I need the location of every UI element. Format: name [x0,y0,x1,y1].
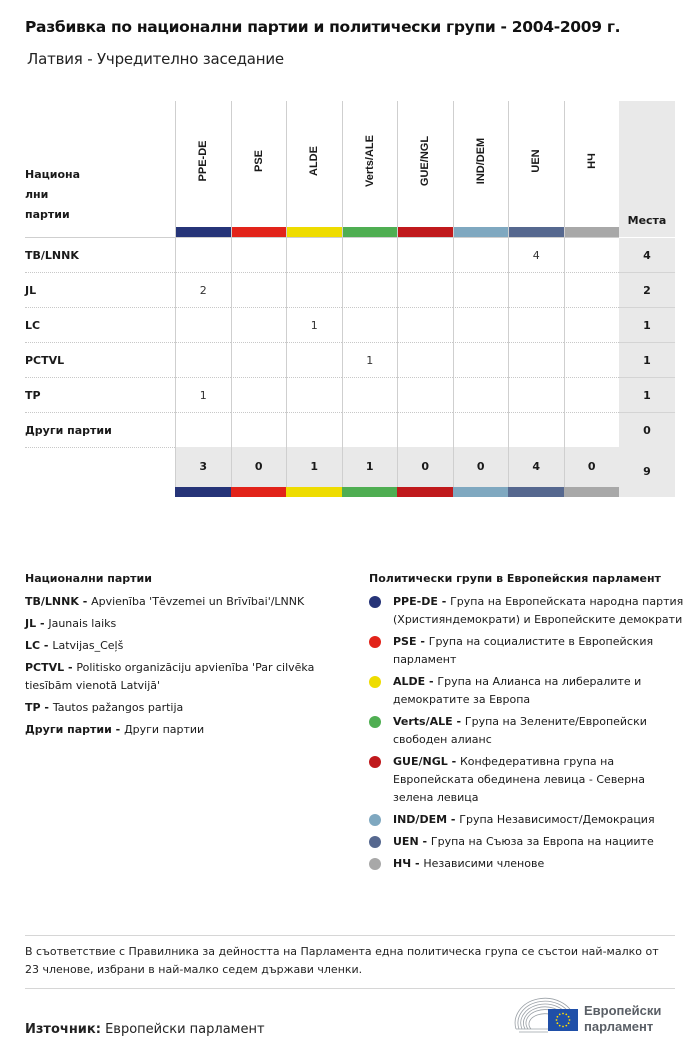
party-code: JL [25,617,37,630]
group-color-bar [232,227,287,237]
party-legend-item [25,721,345,739]
logo-line: парламент [584,1019,654,1034]
group-column-header [231,101,287,237]
group-color-bar [565,227,620,237]
group-legend-item [369,855,684,873]
party-code: PCTVL [25,343,175,378]
table-row [25,378,675,413]
group-name: Група на Съюза за Европа на нациите [430,835,654,848]
row-header-line: Национа [25,168,81,181]
seat-cell [286,238,342,273]
seat-cell [286,378,342,413]
group-column-header [342,101,398,237]
group-column-header [286,101,342,237]
seat-cell: 1 [342,343,398,378]
separator: - [40,701,53,714]
group-total: 0 [231,447,287,487]
party-code: TB/LNNK [25,595,79,608]
seat-cell [397,343,453,378]
group-legend-item [369,811,684,829]
group-color-dot-icon [369,596,381,608]
row-seats-total: 1 [619,308,675,343]
row-seats-total: 1 [619,378,675,413]
party-legend-item [25,615,345,633]
group-code: GUE/NGL [419,135,432,187]
party-name: Latvijas_Ceļš [52,639,124,652]
seat-cell [453,308,509,343]
separator: - [418,835,431,848]
source-value: Европейски парламент [105,1022,265,1037]
seat-cell [453,273,509,308]
group-code: IND/DEM [393,813,448,826]
group-total: 3 [175,447,231,487]
party-legend-item [25,593,345,611]
seat-cell [564,378,620,413]
group-color-dot-icon [369,814,381,826]
legend-title: Политически групи в Европейския парламент [369,572,661,585]
seat-cell [453,343,509,378]
group-color-dot-icon [369,756,381,768]
page-title: Разбивка по национални партии и политически групи - 2004-2009 г. [25,18,621,36]
seat-cell [564,308,620,343]
party-name: Tautos pažangos partija [52,701,184,714]
party-name: Други партии [124,723,205,736]
separator: - [452,715,465,728]
seat-cell [508,413,564,448]
group-legend-item [369,593,684,629]
separator: - [78,595,92,608]
table-row [25,238,675,273]
group-name: Група на Европейската народна партия (Християндемократи) и Европейските демократи [393,595,684,626]
eu-flag-icon [548,1009,578,1031]
page-subtitle: Латвия - Учредително заседание [27,50,284,68]
seat-cell [231,308,287,343]
group-code: ALDE [308,146,321,176]
group-color-dot-icon [369,676,381,688]
group-legend-item [369,713,684,749]
seat-cell [397,308,453,343]
group-name: Група на Алианса на либералите и демократите за Европа [393,675,642,706]
separator: - [36,617,49,630]
seat-cell [342,308,398,343]
seat-cell [397,413,453,448]
group-code: IND/DEM [474,137,487,185]
group-total: 1 [342,447,398,487]
legend-title: Национални партии [25,572,152,585]
logo-text [584,1003,661,1035]
seat-cell [231,343,287,378]
group-legend-item [369,833,684,851]
seats-label: Места [627,214,667,227]
seat-cell [342,273,398,308]
table-row [25,413,675,448]
group-total: 0 [453,447,509,487]
group-color-bar [286,487,342,497]
seat-cell [564,343,620,378]
divider [25,988,675,989]
seat-cell [175,413,231,448]
group-total: 0 [564,447,620,487]
seat-cell [397,378,453,413]
totals-row [25,447,675,497]
party-code: TP [25,701,41,714]
political-groups-legend [369,572,684,877]
party-code: LC [25,639,41,652]
separator: - [111,723,125,736]
party-legend-item [25,699,345,717]
group-color-bar [564,487,620,497]
row-seats-total: 0 [619,413,675,448]
group-column-header [453,101,509,237]
group-name: Група Независимост/Демокрация [459,813,655,826]
party-code: LC [25,308,175,343]
group-code: НЧ [585,153,598,169]
row-header-label [25,165,165,225]
group-code: PPE-DE [197,140,210,182]
grand-total: 9 [619,447,675,497]
seat-cell: 1 [286,308,342,343]
group-column-header [564,101,620,237]
group-code: Verts/ALE [393,715,453,728]
seat-cell: 4 [508,238,564,273]
seat-cell [508,343,564,378]
divider [25,935,675,936]
seat-cell [564,413,620,448]
separator: - [416,635,429,648]
group-code: НЧ [393,857,412,870]
group-color-bar [343,227,398,237]
group-color-bar [398,227,453,237]
row-header-line: партии [25,208,70,221]
group-total: 0 [397,447,453,487]
table-header [25,101,675,237]
separator: - [40,639,53,652]
separator: - [447,813,460,826]
seat-cell [508,378,564,413]
logo-line: Европейски [584,1003,662,1018]
group-name: Група на социалистите в Европейския парламент [393,635,654,666]
group-column-header [397,101,453,237]
seat-cell [231,273,287,308]
seat-cell [397,273,453,308]
party-code: TP [25,378,175,413]
group-code: UEN [393,835,419,848]
party-legend-item [25,659,345,695]
separator: - [437,595,451,608]
group-code: GUE/NGL [393,755,448,768]
party-code: TB/LNNK [25,238,175,273]
party-code: JL [25,273,175,308]
seat-cell [231,378,287,413]
separator: - [411,857,424,870]
group-column-header [175,101,231,237]
group-legend-item [369,753,684,807]
table-row [25,343,675,378]
group-legend-item [369,673,684,709]
footnote: В съответствие с Правилника за дейността на Парламента една политическа група се състои най-малко от 23 членове, избрани в най-малко седем държави членки. [25,945,659,976]
row-seats-total: 2 [619,273,675,308]
seat-cell [508,308,564,343]
group-color-bar [508,487,564,497]
group-code: PPE-DE [393,595,438,608]
group-legend-item [369,633,684,669]
party-code: Други партии [25,413,175,448]
group-code: ALDE [393,675,426,688]
source-label: Източник: [25,1022,101,1037]
group-name: Конфедеративна група на Европейската обединена левица - Северна зелена левица [393,755,645,804]
seat-cell: 1 [175,378,231,413]
party-code: PCTVL [25,661,65,674]
group-code: Verts/ALE [363,135,376,187]
group-color-dot-icon [369,836,381,848]
seat-cell [175,238,231,273]
seat-cell [453,413,509,448]
group-code: UEN [530,149,543,173]
seat-cell [231,238,287,273]
group-color-bar [453,487,509,497]
party-name: Apvienība 'Tēvzemei un Brīvībai'/LNNK [91,595,305,608]
seat-cell [175,308,231,343]
seat-cell [453,238,509,273]
seat-cell [453,378,509,413]
party-name: Jaunais laiks [48,617,117,630]
group-color-bar [342,487,398,497]
seat-cell: 2 [175,273,231,308]
separator: - [64,661,77,674]
row-seats-total: 1 [619,343,675,378]
seat-cell [564,273,620,308]
seat-cell [286,413,342,448]
party-name: Politisko organizāciju apvienība 'Par cilvēka tiesībām vienotā Latvijā' [25,661,315,692]
source-line [25,1022,265,1037]
group-color-bar [175,487,231,497]
group-name: Група на Зелените/Европейски свободен алианс [393,715,647,746]
seat-cell [286,273,342,308]
group-color-dot-icon [369,716,381,728]
row-header-line: лни [25,188,49,201]
table-row [25,308,675,343]
group-code: PSE [393,635,417,648]
seat-cell [342,378,398,413]
group-color-bar [176,227,231,237]
group-column-header [508,101,564,237]
group-color-bar [397,487,453,497]
seat-cell [342,238,398,273]
party-legend-item [25,637,345,655]
group-color-bar [231,487,287,497]
group-color-bar [509,227,564,237]
seat-cell [564,238,620,273]
party-code: Други партии [25,723,112,736]
european-parliament-logo [514,997,684,1041]
group-code: PSE [252,149,265,173]
group-color-dot-icon [369,636,381,648]
table-row [25,273,675,308]
group-total: 1 [286,447,342,487]
seat-cell [342,413,398,448]
national-parties-legend [25,572,345,743]
group-color-bar [287,227,342,237]
seat-cell [286,343,342,378]
group-color-dot-icon [369,858,381,870]
seat-cell [231,413,287,448]
seat-cell [175,343,231,378]
group-total: 4 [508,447,564,487]
seat-cell [397,238,453,273]
separator: - [447,755,460,768]
seats-column-header [619,101,675,237]
group-color-bar [454,227,509,237]
group-name: Независими членове [423,857,545,870]
separator: - [425,675,438,688]
seat-cell [508,273,564,308]
row-seats-total: 4 [619,238,675,273]
